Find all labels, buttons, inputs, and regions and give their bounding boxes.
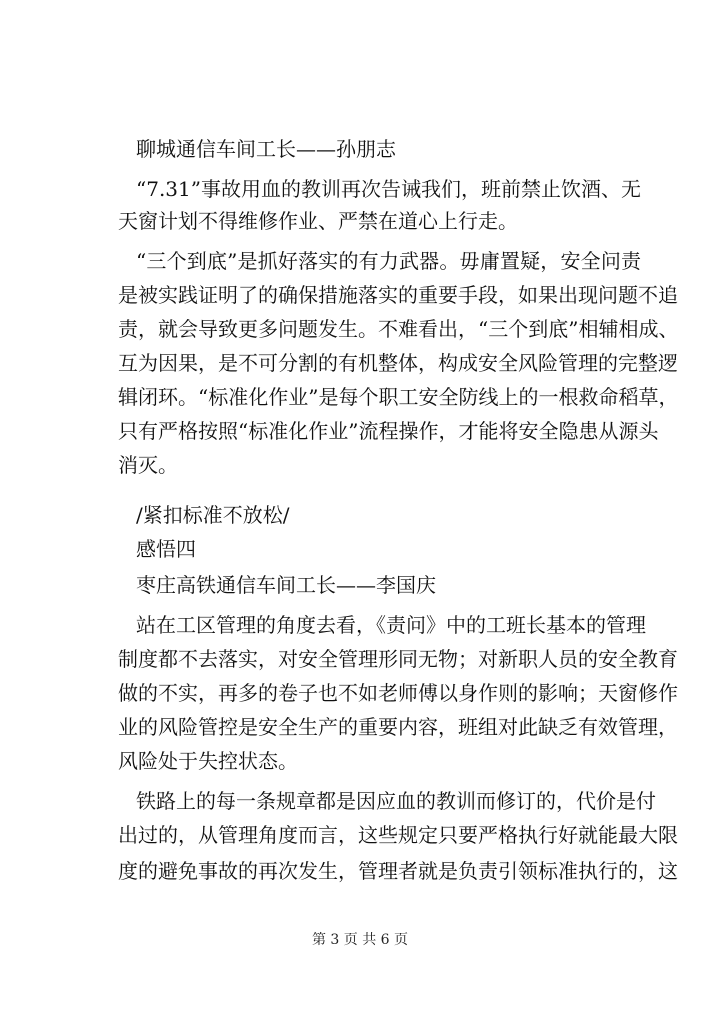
author-line: 枣庄高铁通信车间工长——李国庆 (136, 573, 436, 597)
paragraph-line: 是被实践证明了的确保措施落实的重要手段，如果出现问题不追 (118, 283, 678, 307)
paragraph-line: 铁路上的每一条规章都是因应血的教训而修订的，代价是付 (136, 789, 656, 813)
paragraph-line: 天窗计划不得维修作业、严禁在道心上行走。 (118, 209, 518, 233)
paragraph-line: 制度都不去落实，对安全管理形同无物；对新职人员的安全教育 (118, 647, 678, 671)
paragraph-line: 只有严格按照“标准化作业”流程操作，才能将安全隐患从源头 (118, 419, 659, 443)
paragraph-line: 风险处于失控状态。 (118, 749, 298, 773)
paragraph-line: 出过的，从管理角度而言，这些规定只要严格执行好就能最大限 (118, 823, 678, 847)
paragraph-line: 辑闭环。“标准化作业”是每个职工安全防线上的一根救命稻草， (118, 385, 679, 409)
paragraph-line: 互为因果，是不可分割的有机整体，构成安全风险管理的完整逻 (118, 351, 678, 375)
paragraph-line: 业的风险管控是安全生产的重要内容，班组对此缺乏有效管理， (118, 715, 678, 739)
author-line: 聊城通信车间工长——孙朋志 (136, 137, 396, 161)
paragraph-line: 站在工区管理的角度去看，《责问》中的工班长基本的管理 (136, 613, 646, 637)
paragraph-line: 做的不实，再多的卷子也不如老师傅以身作则的影响；天窗修作 (118, 681, 678, 705)
paragraph-line: “7.31”事故用血的教训再次告诫我们，班前禁止饮酒、无 (136, 177, 641, 201)
section-heading: /紧扣标准不放松/ (136, 503, 290, 527)
paragraph-line: 消灭。 (118, 453, 178, 477)
paragraph-line: 责，就会导致更多问题发生。不难看出，“三个到底”相辅相成、 (118, 317, 679, 341)
paragraph-line: “三个到底”是抓好落实的有力武器。毋庸置疑，安全问责 (136, 249, 641, 273)
page-footer: 第 3 页 共 6 页 (311, 932, 409, 948)
section-title: 感悟四 (136, 537, 196, 561)
paragraph-line: 度的避免事故的再次发生，管理者就是负责引领标准执行的，这 (118, 859, 678, 883)
